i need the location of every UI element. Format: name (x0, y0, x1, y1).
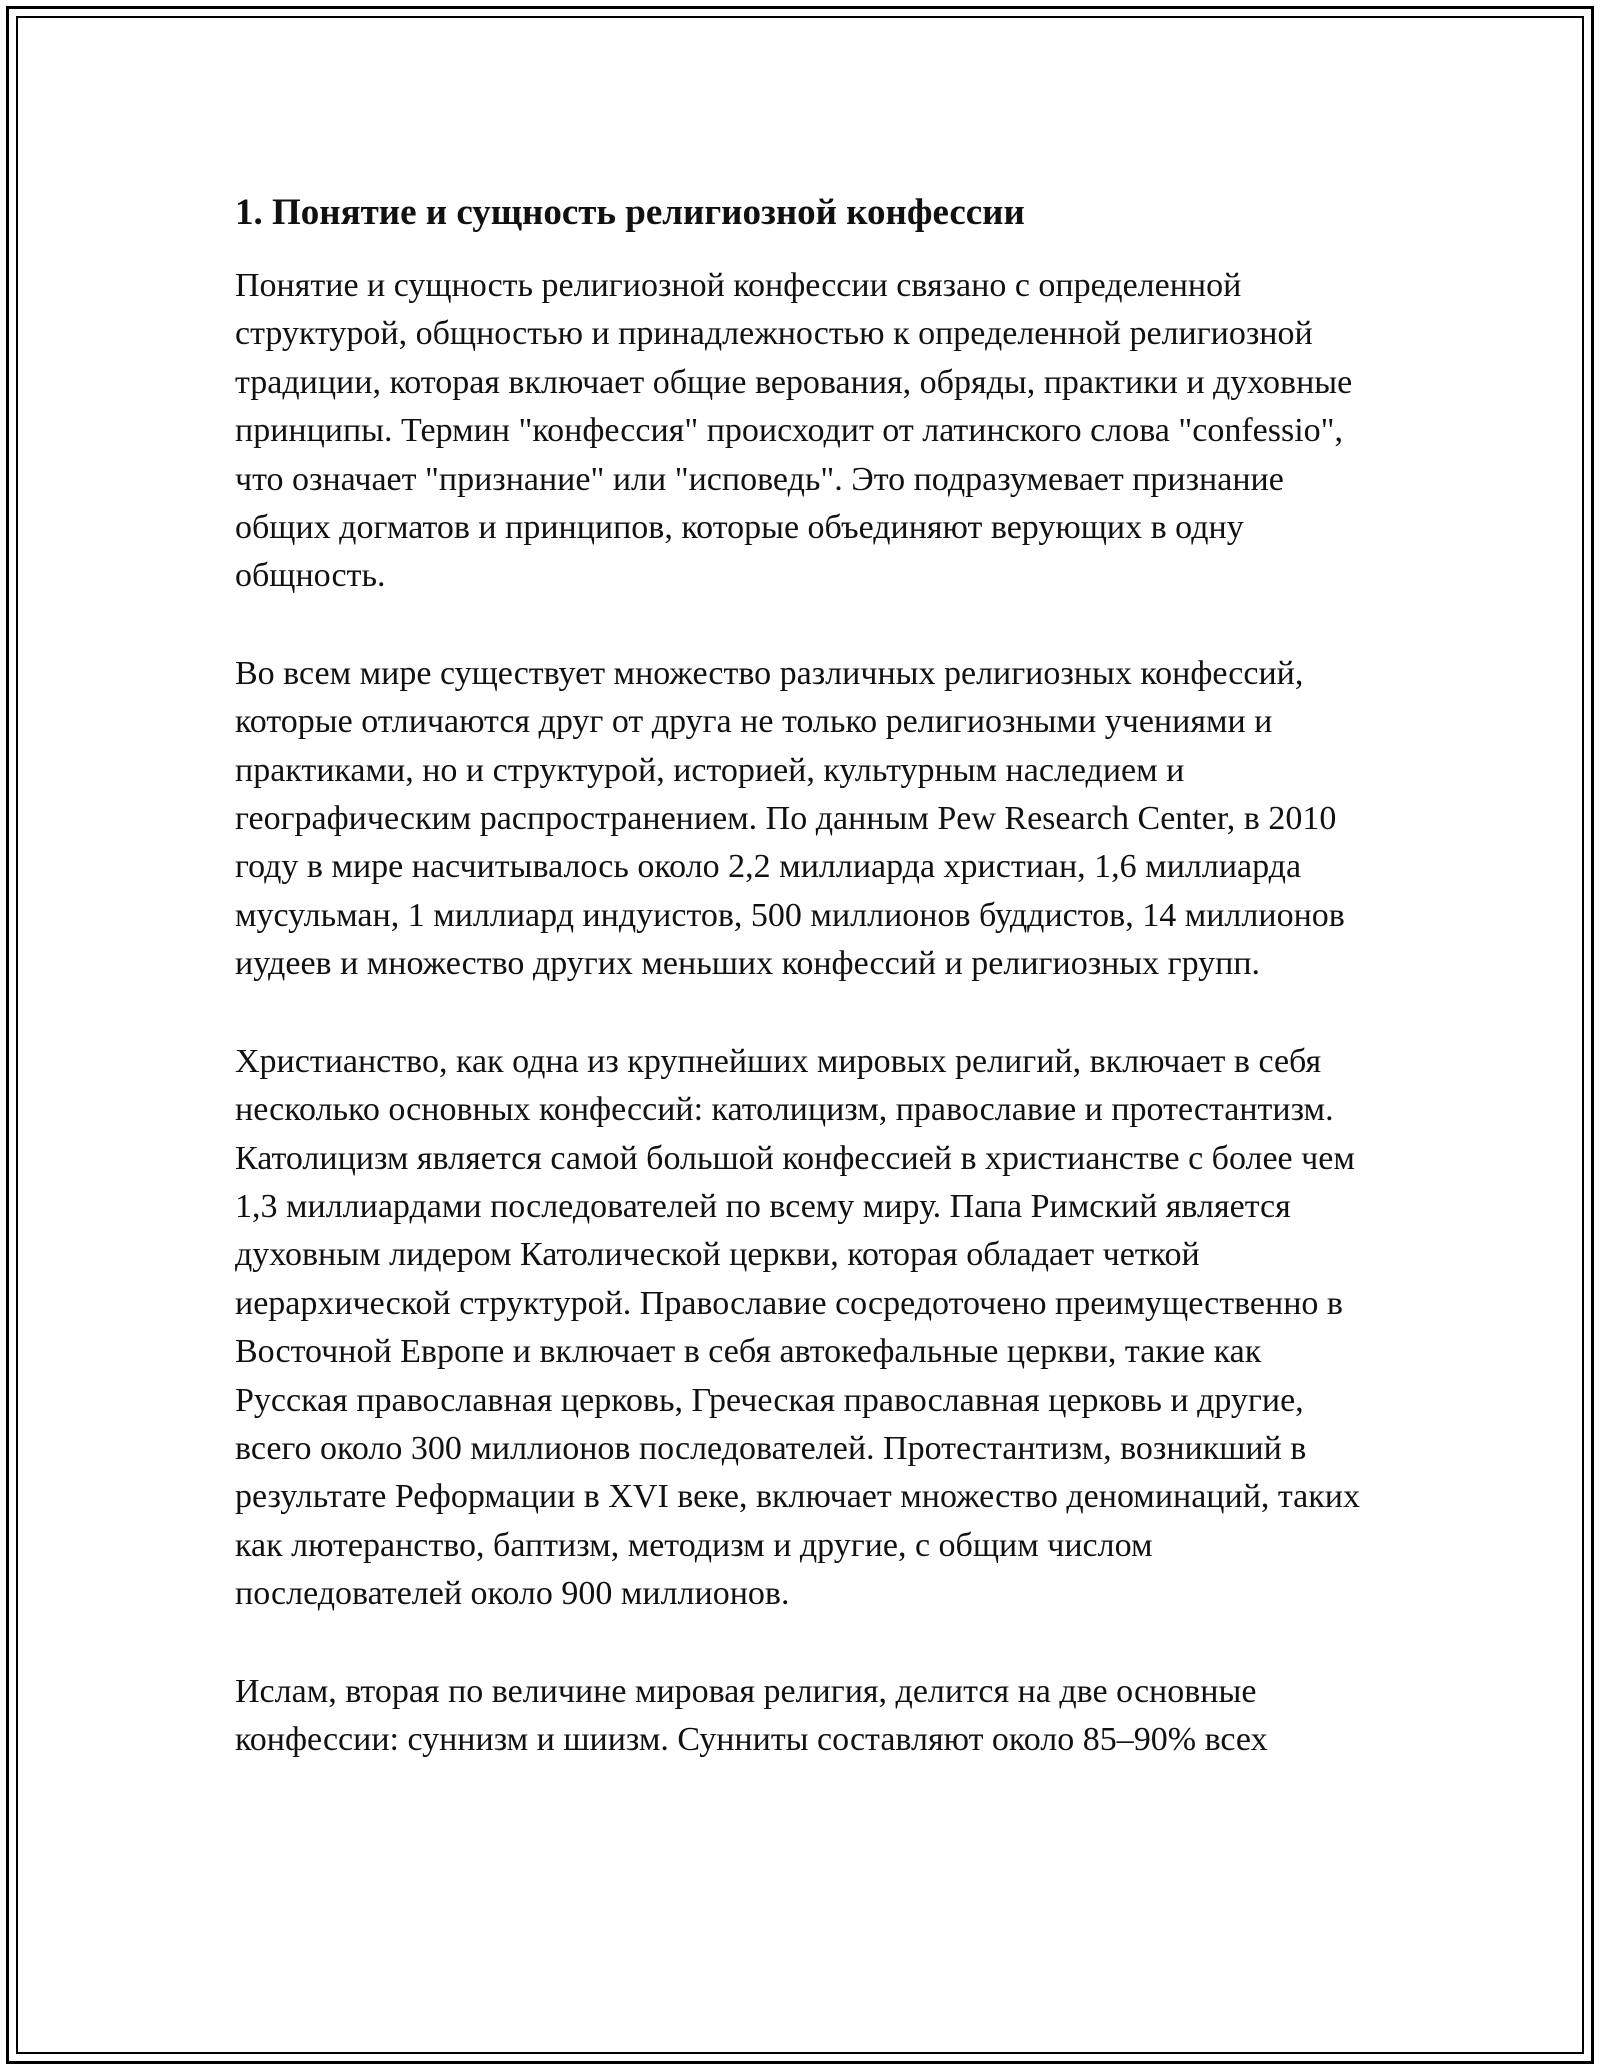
paragraph-christianity: Христианство, как одна из крупнейших мировых религий, включает в себя несколько основных конфессий: католицизм, православие и протестантизм. Католицизм является самой большой конфессией в христианстве с более чем 1,3 миллиардами последователей по всему миру. Папа Римский является духовным лидером Католической церкви, которая обладает четкой иерархической структурой. Православие сосредоточено преимущественно в Восточной Европе и включает в себя автокефальные церкви, такие как Русская православная церковь, Греческая православная церковь и другие, всего около 300 миллионов последователей. Протестантизм, возникший в результате Реформации в XVI веке, включает множество деноминаций, таких как лютеранство, баптизм, методизм и другие, с общим числом последователей около 900 миллионов. (235, 1042, 1360, 1613)
paragraph-world-confessions: Во всем мире существует множество различных религиозных конфессий, которые отличаются друг от друга не только религиозными учениями и практиками, но и структурой, историей, культурным наследием и географическим распространением. По данным Pew Research Center, в 2010 году в мире насчитывалось около 2,2 миллиарда христиан, 1,6 миллиарда мусульман, 1 миллиард индуистов, 500 миллионов буддистов, 14 миллионов иудеев и множество других меньших конфессий и религиозных групп. (235, 654, 1345, 983)
paragraph-confession-concept: Понятие и сущность религиозной конфессии связано с определенной структурой, общностью и принадлежностью к определенной религиозной традиции, которая включает общие верования, обряды, практики и духовные принципы. Термин "конфессия" происходит от латинского слова "confessio", что означает "признание" или "исповедь". Это подразумевает признание общих догматов и принципов, которые объединяют верующих в одну общность. (235, 267, 1353, 595)
document-body (235, 186, 1375, 1813)
section-heading: 1. Понятие и сущность религиозной конфессии (235, 192, 1025, 233)
paragraph-islam: Ислам, вторая по величине мировая религия, делится на две основные конфессии: суннизм и шиизм. Сунниты составляют около 85–90% всех (235, 1672, 1268, 1758)
